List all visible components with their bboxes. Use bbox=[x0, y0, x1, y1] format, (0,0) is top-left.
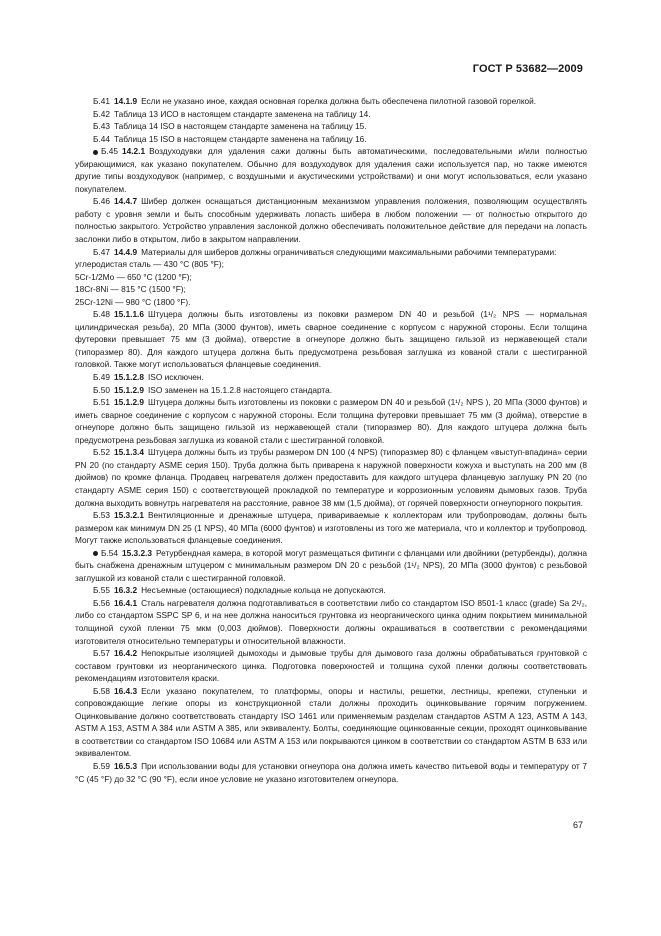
clause-number: Б.56 bbox=[93, 597, 110, 608]
section-reference: 15.1.3.4 bbox=[113, 447, 144, 458]
clause-paragraph bbox=[75, 685, 587, 760]
section-reference: 16.4.2 bbox=[113, 648, 138, 659]
clause-paragraph bbox=[75, 308, 587, 371]
clause-text: Непокрытые изоляцией дымоходы и дымовые трубы для дымового газа должны обрабатываться грунтовкой с составом грунтовки из неорганического цинка. Подготовка поверхностей и толщина сухой пленки должны соответствовать рекомендациям изготовителя краски. bbox=[75, 648, 587, 684]
section-reference: 15.1.2.9 bbox=[113, 384, 144, 395]
clause-text: Ретурбендная камера, в которой могут размещаться фитинги с фланцами или двойники (ретурбенды), должна быть снабжена дренажным штуцером с минимальным размером DN 20 с резьбой (1¹/₂ NPS), 20 МПа (3000 фунтов) с резьбовой заглушкой из кованой стали с шестигранной головкой. bbox=[75, 547, 587, 583]
clause-paragraph bbox=[75, 133, 587, 146]
clause-number: Б.48 bbox=[93, 309, 110, 320]
clause-number: Б.42 bbox=[93, 108, 110, 119]
clause-number: Б.57 bbox=[93, 648, 110, 659]
clause-number: Б.51 bbox=[93, 397, 110, 408]
clause-paragraph bbox=[75, 396, 587, 446]
clause-number: Б.43 bbox=[93, 121, 110, 132]
bullet-icon bbox=[93, 551, 98, 556]
clause-paragraph bbox=[75, 446, 587, 509]
section-reference: 16.4.3 bbox=[113, 685, 138, 696]
clause-number: Б.44 bbox=[93, 133, 110, 144]
section-reference: 14.2.1 bbox=[121, 146, 146, 157]
clause-text: Штуцера должны быть из трубы размером DN 100 (4 NPS) (типоразмер 80) с фланцем «выступ-впадина» серии PN 20 (по стандарту ASME серия 150). Труба должна быть приварена к наружной поверхности кожуха и выступать на 200 мм (8 дюймов) по кромке фланца. Продавец нагревателя должен предоставить для каждого штуцера фланцевую заглушку PN 20 (по стандарту ASME серия 150) с соответствующей прокладкой по температуре и коррозионным условиям дымовых газов. Труба должна выходить вовнутрь нагревателя на расстояние, равное 38 мм (1,5 дюйма), от горячей поверхности огнеупорного покрытия. bbox=[75, 447, 587, 508]
clause-number: Б.47 bbox=[93, 246, 110, 257]
material-temperature-item: углеродистая сталь — 430 °C (805 °F); bbox=[75, 259, 224, 270]
clause-paragraph bbox=[75, 597, 587, 647]
material-temperature-item: 5Cr-1/2Mo — 650 °C (1200 °F); bbox=[75, 271, 192, 282]
clause-paragraph bbox=[75, 145, 587, 195]
clause-text: Несъемные (остающиеся) подкладные кольца не допускаются. bbox=[141, 585, 386, 596]
clause-number: Б.55 bbox=[93, 585, 110, 596]
clause-text: Если указано покупателем, то платформы, опоры и настилы, решетки, лестницы, крепежи, ступеньки и сопровождающие легкие опоры из конструкционной стали должны проходить оцинковывание горячим погружением. Оцинковывание должно соответствовать стандарту ISO 1461 или применяемым разделам стандартов ASTM A 123, ASTM A 143, ASTM A 153, ASTM A 384 или ASTM A 385, или эквиваленту. Болты, соединяющие оцинкованные секции, проходят оцинковывание в соответствии со стандартом ISO 10684 или ASTM A 153 или покрываются цинком в соответствии со стандартом ASTM B 633 или эквивалентом. bbox=[75, 685, 587, 759]
section-reference: 16.5.3 bbox=[113, 760, 138, 771]
clause-text: Таблица 14 ISO в настоящем стандарте заменена на таблицу 15. bbox=[113, 121, 367, 132]
clause-number: Б.54 bbox=[101, 547, 118, 558]
clause-paragraph bbox=[75, 647, 587, 685]
section-reference: 16.4.1 bbox=[113, 597, 138, 608]
clause-paragraph bbox=[75, 95, 587, 108]
document-id: ГОСТ Р 53682—2009 bbox=[472, 63, 583, 75]
section-reference: 16.3.2 bbox=[113, 585, 138, 596]
clause-number: Б.49 bbox=[93, 372, 110, 383]
clause-text: Шибер должен оснащаться дистанционным механизмом управления положения, позволяющим осуществлять работу с уровня земли и быть способным удерживать лопасть шибера в любом положении — от полностью открытого до полностью закрытого. Устройство управления заслонкой должно обеспечивать положительное действие для передачи на лопасть заслонки либо в открытом, либо в закрытом направлении. bbox=[75, 196, 587, 245]
clause-text: ISO заменен на 15.1.2.8 настоящего стандарта. bbox=[147, 384, 333, 395]
bullet-icon bbox=[93, 150, 98, 155]
clause-paragraph bbox=[75, 371, 587, 384]
clause-text: Штуцера должны быть изготовлены из поковки размером DN 40 и резьбой (1¹/₂ NPS — нормальная цилиндрическая резьба), 20 МПа (3000 фунтов), иметь сварное соединение с корпусом с наружной стороны. Если толщина футеровки превышает 75 мм (3 дюйма), отверстие в огнеупоре должно быть защищено гильзой из нержавеющей стали (типоразмер 80). Для каждого штуцера должна быть предусмотрена резьбовая заглушка из кованой стали с шестигранной головкой. Также могут использоваться фланцевые соединения. bbox=[75, 309, 587, 370]
section-reference: 14.1.9 bbox=[113, 96, 138, 106]
clause-number: Б.52 bbox=[93, 447, 110, 458]
document-body bbox=[75, 95, 587, 785]
section-reference: 15.1.2.9 bbox=[113, 397, 144, 408]
section-reference: 15.3.2.3 bbox=[121, 547, 152, 558]
clause-paragraph bbox=[75, 108, 587, 121]
clause-number: Б.45 bbox=[101, 146, 118, 157]
clause-number: Б.41 bbox=[93, 96, 110, 106]
clause-text: Таблица 13 ИСО в настоящем стандарте заменена на таблицу 14. bbox=[113, 108, 371, 119]
clause-paragraph bbox=[75, 547, 587, 585]
clause-number: Б.59 bbox=[93, 760, 110, 771]
section-reference: 15.1.1.6 bbox=[113, 309, 144, 320]
page-number: 67 bbox=[572, 820, 583, 830]
clause-number: Б.50 bbox=[93, 384, 110, 395]
material-temperature-item: 18Cr-8Ni — 815 °C (1500 °F); bbox=[75, 284, 186, 295]
section-reference: 15.3.2.1 bbox=[113, 510, 144, 521]
clause-number: Б.58 bbox=[93, 685, 110, 696]
section-reference: 14.4.9 bbox=[113, 246, 138, 257]
clause-text: Материалы для шиберов должны ограничиваться следующими максимальными рабочими температурами: bbox=[141, 246, 557, 257]
clause-number: Б.53 bbox=[93, 510, 110, 521]
clause-text: При использовании воды для установки огнеупора она должна иметь качество питьевой воды и температуру от 7 °C (45 °F) до 32 °C (90 °F), если иное условие не указано изготовителем огнеупора. bbox=[75, 760, 587, 784]
clause-text: Таблица 15 ISO в настоящем стандарте заменена на таблицу 16. bbox=[113, 133, 367, 144]
clause-text: Вентиляционные и дренажные штуцера, привариваемые к коллекторам или трубопроводам, должны быть размером как минимум DN 25 (1 NPS), 40 МПа (6000 фунтов) и изготовлены из того же материала, что и коллектор и трубопровод. Могут также использоваться фланцевые соединения. bbox=[75, 510, 587, 546]
clause-paragraph bbox=[75, 509, 587, 547]
clause-paragraph bbox=[75, 584, 587, 597]
clause-paragraph bbox=[75, 120, 587, 133]
clause-number: Б.46 bbox=[93, 196, 110, 207]
clause-paragraph bbox=[75, 246, 587, 259]
material-temperature-item: 25Cr-12Ni — 980 °C (1800 °F). bbox=[75, 296, 191, 307]
section-reference: 15.1.2.8 bbox=[113, 372, 144, 383]
clause-text: Штуцера должны быть изготовлены из поковки с размером DN 40 и резьбой (1¹/₂ NPS ), 20 МПа (3000 фунтов) и иметь сварное соединение с корпусом с наружной стороны. Если толщина футеровки превышает 75 мм (3 дюйма), отверстие в огнеупоре должно быть защищено гильзой из нержавеющей стали (типоразмер 80). Для каждого штуцера должна быть предусмотрена резьбовая заглушка из кованой стали с шестигранной головкой. bbox=[75, 397, 587, 445]
clause-text: Сталь нагревателя должна подготавливаться в соответствии либо со стандартом ISO 8501-1 класс (grade) Sa 2¹/₂, либо со стандартом SSPC SP 6, и на нее должна наноситься грунтовка из неорганического цинка одним покрытием минимальной толщиной сухой пленки 75 мкм (0,003 дюймов). Поверхности должны окрашиваться в соответствии с рекомендациями изготовителя относительно температуры и относительной влажности. bbox=[75, 597, 587, 646]
clause-text: Воздуходувки для удаления сажи должны быть автоматическими, последовательными и/или полностью убирающимися, как указано покупателем. Обычно для воздуходувок для удаления сажи используется пар, но также имеются другие типы воздуходувок (например, с воздушными и акустическими устройствами) и они могут использоваться, если указано покупателем. bbox=[75, 146, 587, 194]
section-reference: 14.4.7 bbox=[113, 196, 138, 207]
clause-text: ISO исключен. bbox=[147, 372, 204, 383]
clause-paragraph bbox=[75, 384, 587, 397]
clause-paragraph bbox=[75, 195, 587, 245]
clause-text: Если не указано иное, каждая основная горелка должна быть обеспечена пилотной газовой горелкой. bbox=[141, 96, 537, 106]
clause-paragraph bbox=[75, 760, 587, 785]
